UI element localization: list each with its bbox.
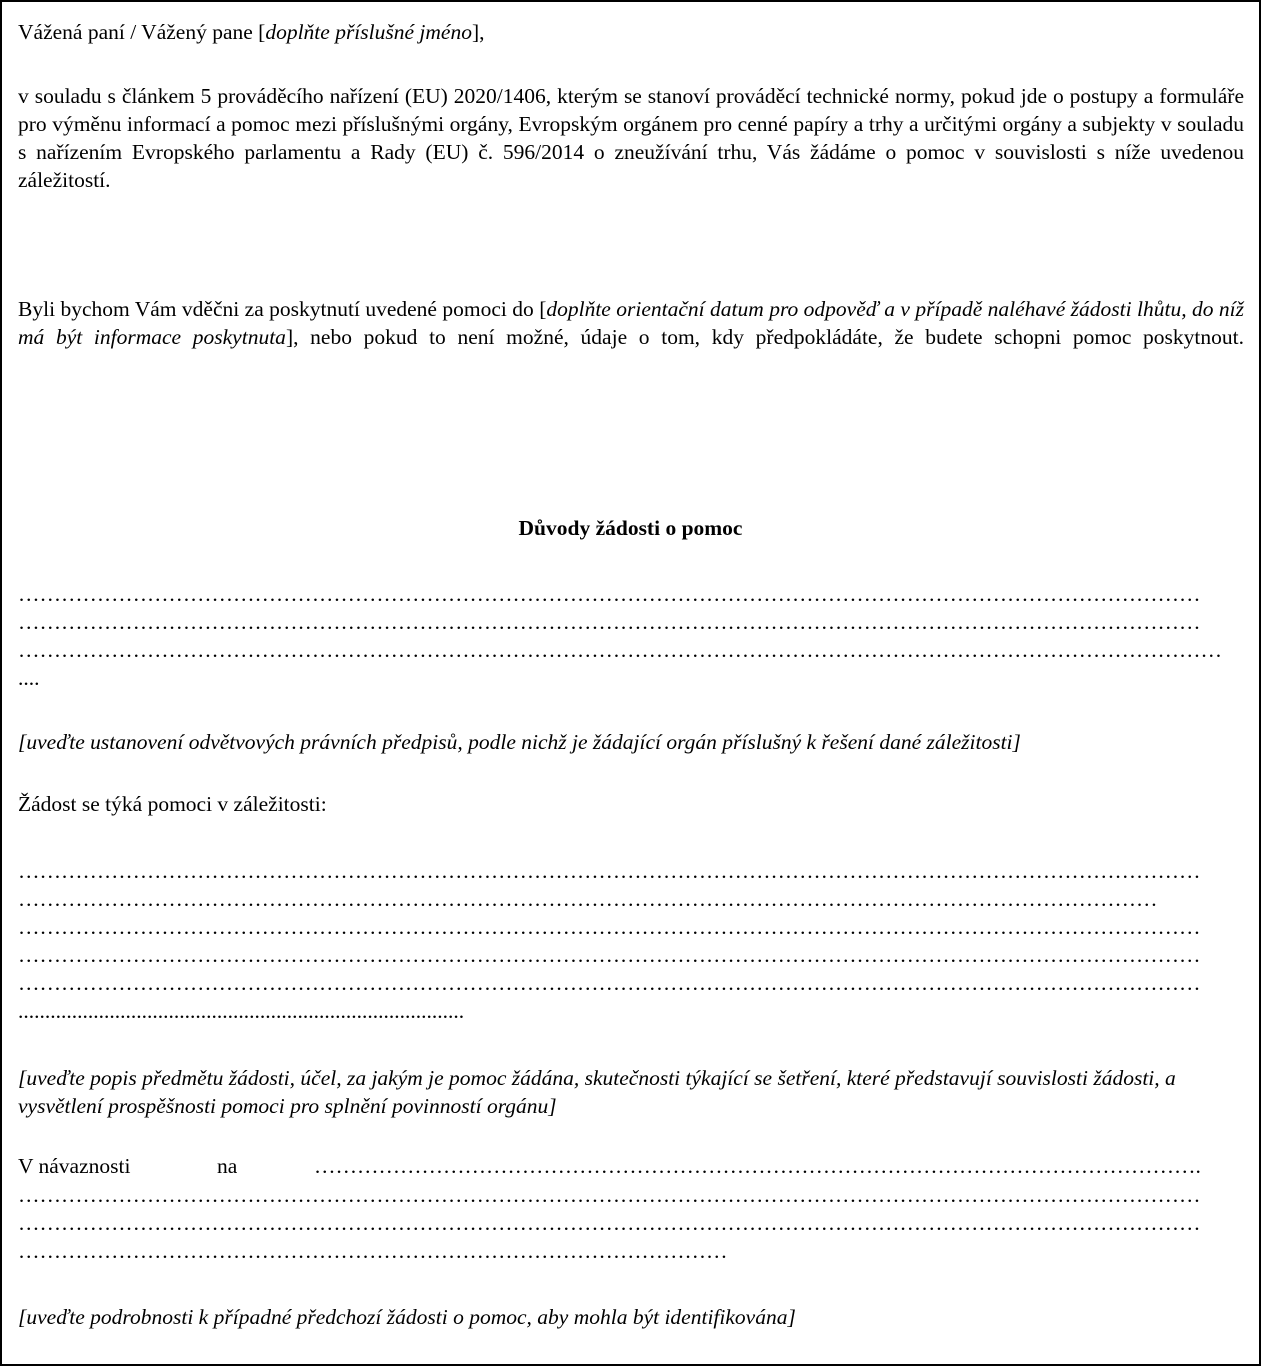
subject-dots-line-1: ………………………………………………………………………………………………………………………………………………… <box>18 859 1201 883</box>
subject-label: Žádost se týká pomoci v záležitosti: <box>18 792 327 816</box>
greeting-name-placeholder: doplňte příslušné jméno <box>265 20 472 44</box>
followup-row <box>18 1152 1244 1180</box>
subject-dots-line-6: ................................................................................... <box>18 999 465 1023</box>
reasons-dots-line-4: .... <box>18 666 40 690</box>
followup-first-dots: ……………………………………………………………………………………………………………. <box>314 1154 1201 1178</box>
greeting-prefix: Vážená paní / Vážený pane [ <box>18 20 266 44</box>
followup-label-2: na <box>217 1154 238 1178</box>
subject-dots-line-4: ………………………………………………………………………………………………………………………………………………… <box>18 943 1201 967</box>
followup-instruction <box>18 1303 1244 1331</box>
subject-instruction <box>18 1064 1244 1120</box>
reasons-dots-line-3: …………………………………………………………………………………………………………………………………………………… <box>18 638 1222 662</box>
followup-dots-line-2: ………………………………………………………………………………………………………………………………………………… <box>18 1211 1201 1235</box>
deadline-suffix: ], nebo pokud to není možné, údaje o tom, kdy předpokládáte, že budete schopni pomoc poskytnout. <box>285 325 1244 349</box>
greeting-suffix: ], <box>471 20 485 44</box>
greeting <box>18 18 1244 46</box>
reasons-dots-line-2: ………………………………………………………………………………………………………………………………………………… <box>18 610 1201 634</box>
followup-instruction-text: [uveďte podrobnosti k případné předchozí žádosti o pomoc, aby mohla být identifikována] <box>18 1305 796 1329</box>
reasons-dots-line-1: ………………………………………………………………………………………………………………………………………………… <box>18 582 1201 606</box>
intro-paragraph: v souladu s článkem 5 prováděcího nařízení (EU) 2020/1406, kterým se stanoví prováděcí technické normy, pokud jde o postupy a formuláře pro výměnu informací a pomoc mezi příslušnými orgány, Evropským orgánem pro cenné papíry a trhy a určitými orgány a subjekty v souladu s nařízením Evropského parlamentu a Rady (EU) č. 596/2014 o zneužívání trhu, Vás žádáme o pomoc v souvislosti s níže uvedenou záležitostí. <box>18 84 1244 192</box>
followup-dots-line-3: ……………………………………………………………………………………… <box>18 1239 728 1263</box>
subject-dots-line-3: ………………………………………………………………………………………………………………………………………………… <box>18 915 1201 939</box>
subject-dots-line-5: ………………………………………………………………………………………………………………………………………………… <box>18 971 1201 995</box>
reasons-instruction <box>18 728 1244 756</box>
section-heading: Důvody žádosti o pomoc <box>518 516 743 540</box>
subject-instruction-text: [uveďte popis předmětu žádosti, účel, za jakým je pomoc žádána, skutečnosti týkající se šetření, které představují souvislosti žádosti, a vysvětlení prospěšnosti pomoci pro splnění povinností orgánu] <box>18 1066 1176 1118</box>
deadline-placeholder: doplňte orientační datum pro odpověď a v případě naléhavé žádosti lhůtu, do níž má být informace poskytnuta <box>18 297 1244 349</box>
followup-dots-line-1: ………………………………………………………………………………………………………………………………………………… <box>18 1183 1201 1207</box>
followup-label-1: V návaznosti <box>18 1154 131 1178</box>
deadline-prefix: Byli bychom Vám vděčni za poskytnutí uvedené pomoci do [ <box>18 297 547 321</box>
deadline-paragraph <box>18 295 1244 379</box>
reasons-instruction-text: [uveďte ustanovení odvětvových právních předpisů, podle nichž je žádající orgán příslušný k řešení dané záležitosti] <box>18 730 1021 754</box>
subject-dots-line-2: …………………………………………………………………………………………………………………………………………… <box>18 887 1158 911</box>
